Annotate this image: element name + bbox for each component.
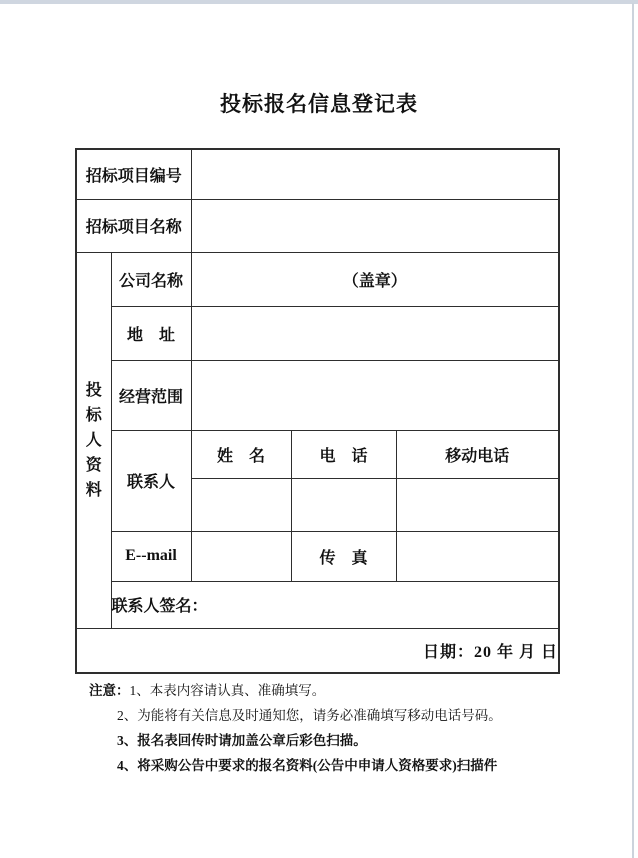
project-number-input-cell[interactable] — [191, 149, 559, 199]
table-row — [76, 531, 559, 581]
fax-label: 传 真 — [291, 531, 396, 581]
notes-section — [89, 678, 559, 778]
contact-phone-input-cell[interactable] — [291, 478, 396, 531]
bidder-info-sidebar-label — [76, 252, 111, 628]
note-text-2: 2、为能将有关信息及时通知您，请务必准确填写移动电话号码。 — [117, 708, 502, 723]
table-row — [76, 199, 559, 252]
company-name-input-cell[interactable]: （盖章） — [191, 252, 559, 306]
contact-name-header: 姓 名 — [191, 430, 291, 478]
project-name-label: 招标项目名称 — [76, 199, 191, 252]
window-top-edge — [0, 0, 638, 4]
table-row — [76, 149, 559, 199]
email-label: E--mail — [111, 531, 191, 581]
note-line-3 — [117, 728, 559, 753]
address-input-cell[interactable] — [191, 306, 559, 360]
contact-signature-cell[interactable]: 联系人签名： — [111, 581, 559, 628]
contact-label: 联系人 — [111, 430, 191, 531]
window-right-edge — [632, 3, 634, 858]
note-line-4 — [117, 753, 559, 778]
contact-mobile-header: 移动电话 — [396, 430, 559, 478]
date-cell[interactable]: 日期：20 年 月 日 — [76, 628, 559, 673]
business-scope-input-cell[interactable] — [191, 360, 559, 430]
table-row — [76, 430, 559, 478]
table-row — [76, 581, 559, 628]
table-row — [76, 252, 559, 306]
table-row — [76, 306, 559, 360]
note-line-1 — [89, 678, 559, 703]
contact-mobile-input-cell[interactable] — [396, 478, 559, 531]
note-line-2 — [117, 703, 559, 728]
company-name-label: 公司名称 — [111, 252, 191, 306]
note-text-3: 3、报名表回传时请加盖公章后彩色扫描。 — [117, 733, 367, 748]
address-label: 地 址 — [111, 306, 191, 360]
contact-name-input-cell[interactable] — [191, 478, 291, 531]
business-scope-label: 经营范围 — [111, 360, 191, 430]
table-row — [76, 628, 559, 673]
table-row — [76, 360, 559, 430]
email-input-cell[interactable] — [191, 531, 291, 581]
bidder-info-vertical-text: 投标人资料 — [85, 381, 102, 499]
project-number-label: 招标项目编号 — [76, 149, 191, 199]
notes-heading: 注意： — [89, 683, 130, 698]
page-title: 投标报名信息登记表 — [220, 92, 418, 116]
contact-phone-header: 电 话 — [291, 430, 396, 478]
registration-form-table — [75, 148, 560, 674]
fax-input-cell[interactable] — [396, 531, 559, 581]
project-name-input-cell[interactable] — [191, 199, 559, 252]
note-text-4: 4、将采购公告中要求的报名资料(公告中申请人资格要求)扫描件 — [117, 758, 498, 773]
note-text-1: 1、本表内容请认真、准确填写。 — [129, 683, 326, 698]
